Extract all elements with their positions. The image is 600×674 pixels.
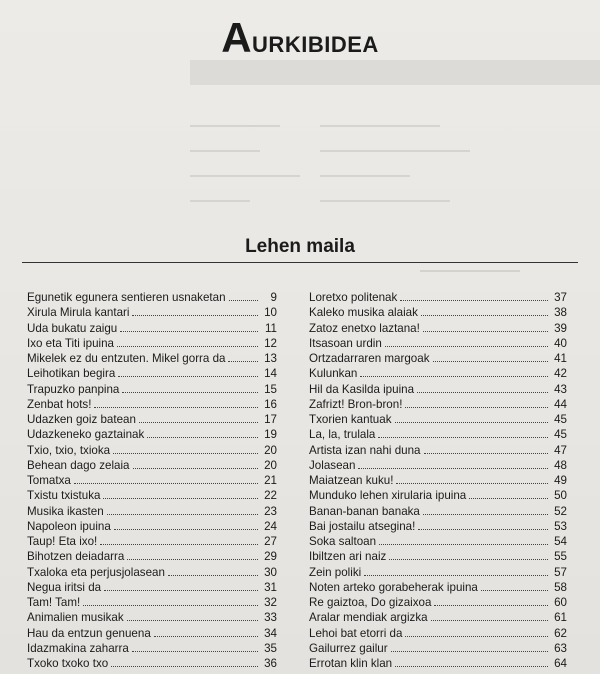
toc-entry: Hil da Kasilda ipuina 43 — [309, 382, 567, 396]
toc-entry: Txorien kantuak 45 — [309, 413, 567, 426]
toc-entry: Trapuzko panpina 15 — [27, 382, 277, 396]
toc-entry: Mikelek ez du entzuten. Mikel gorra da 13 — [27, 352, 277, 365]
toc-entry: Re gaiztoa, Do gizaixoa 60 — [309, 596, 567, 609]
toc-entry: Zenbat hots! 16 — [27, 397, 277, 411]
toc-entry: Bihotzen deiadarra 29 — [27, 550, 277, 564]
toc-entry: Xirula Mirula kantari 10 — [27, 306, 277, 320]
toc-entry: Lehoi bat etorri da 62 — [309, 626, 567, 640]
toc-entry: Animalien musikak 33 — [27, 611, 277, 625]
toc-entry: Soka saltoan 54 — [309, 535, 567, 548]
toc-entry: Leihotikan begira 14 — [27, 367, 277, 381]
toc-entry: Udazken goiz batean 17 — [27, 413, 277, 426]
toc-entry: La, la, trulala 45 — [309, 428, 567, 442]
toc-entry: Txio, txio, txioka 20 — [27, 443, 277, 457]
toc-column-left — [27, 290, 277, 671]
toc-entry: Zein poliki 57 — [309, 565, 567, 579]
toc-entry: Txaloka eta perjusjolasean 30 — [27, 565, 277, 579]
toc-entry: Txistu txistuka 22 — [27, 489, 277, 503]
title-initial: A — [221, 14, 253, 61]
toc-entry: Negua iritsi da 31 — [27, 580, 277, 594]
toc-entry: Ibiltzen ari naiz 55 — [309, 550, 567, 564]
toc-entry: Aralar mendiak argizka 61 — [309, 611, 567, 625]
toc-entry: Egunetik egunera sentieren usnaketan 9 — [27, 291, 277, 304]
toc-entry: Zatoz enetxo laztana! 39 — [309, 321, 567, 335]
toc-column-right — [309, 290, 567, 671]
page-title — [0, 14, 600, 62]
section-title: Lehen maila — [245, 236, 355, 257]
toc-entry: Txoko txoko txo 36 — [27, 657, 277, 670]
toc-entry: Bai jostailu atsegina! 53 — [309, 519, 567, 533]
toc-entry: Jolasean 48 — [309, 458, 567, 472]
toc-entry: Behean dago zelaia 20 — [27, 458, 277, 472]
toc-entry: Kulunkan 42 — [309, 367, 567, 381]
toc-entry: Kaleko musika alaiak 38 — [309, 306, 567, 320]
toc-entry: Gailurrez gailur 63 — [309, 641, 567, 655]
toc-entry: Itsasoan urdin 40 — [309, 336, 567, 350]
title-rest: URKIBIDEA — [252, 32, 379, 57]
toc-entry: Ortzadarraren margoak 41 — [309, 352, 567, 365]
toc-entry: Tam! Tam! 32 — [27, 596, 277, 609]
toc-entry: Noten arteko gorabeherak ipuina 58 — [309, 580, 567, 594]
toc-entry: Uda bukatu zaigu 11 — [27, 321, 277, 335]
toc-entry: Musika ikasten 23 — [27, 504, 277, 518]
toc-entry: Zafrizt! Bron-bron! 44 — [309, 397, 567, 411]
toc-entry: Banan-banan banaka 52 — [309, 504, 567, 518]
toc-entry: Errotan klin klan 64 — [309, 657, 567, 670]
toc-entry: Tomatxa 21 — [27, 474, 277, 487]
section-divider — [22, 262, 578, 263]
toc-entry: Udazkeneko gaztainak 19 — [27, 428, 277, 442]
toc-entry: Loretxo politenak 37 — [309, 291, 567, 304]
toc-entry: Hau da entzun genuena 34 — [27, 626, 277, 640]
toc-entry: Napoleon ipuina 24 — [27, 519, 277, 533]
toc-entry: Taup! Eta ixo! 27 — [27, 535, 277, 548]
toc-entry: Artista izan nahi duna 47 — [309, 443, 567, 457]
toc-entry: Maiatzean kuku! 49 — [309, 474, 567, 487]
toc-entry: Ixo eta Titi ipuina 12 — [27, 336, 277, 350]
toc-entry: Idazmakina zaharra 35 — [27, 641, 277, 655]
toc-entry: Munduko lehen xirularia ipuina 50 — [309, 489, 567, 503]
